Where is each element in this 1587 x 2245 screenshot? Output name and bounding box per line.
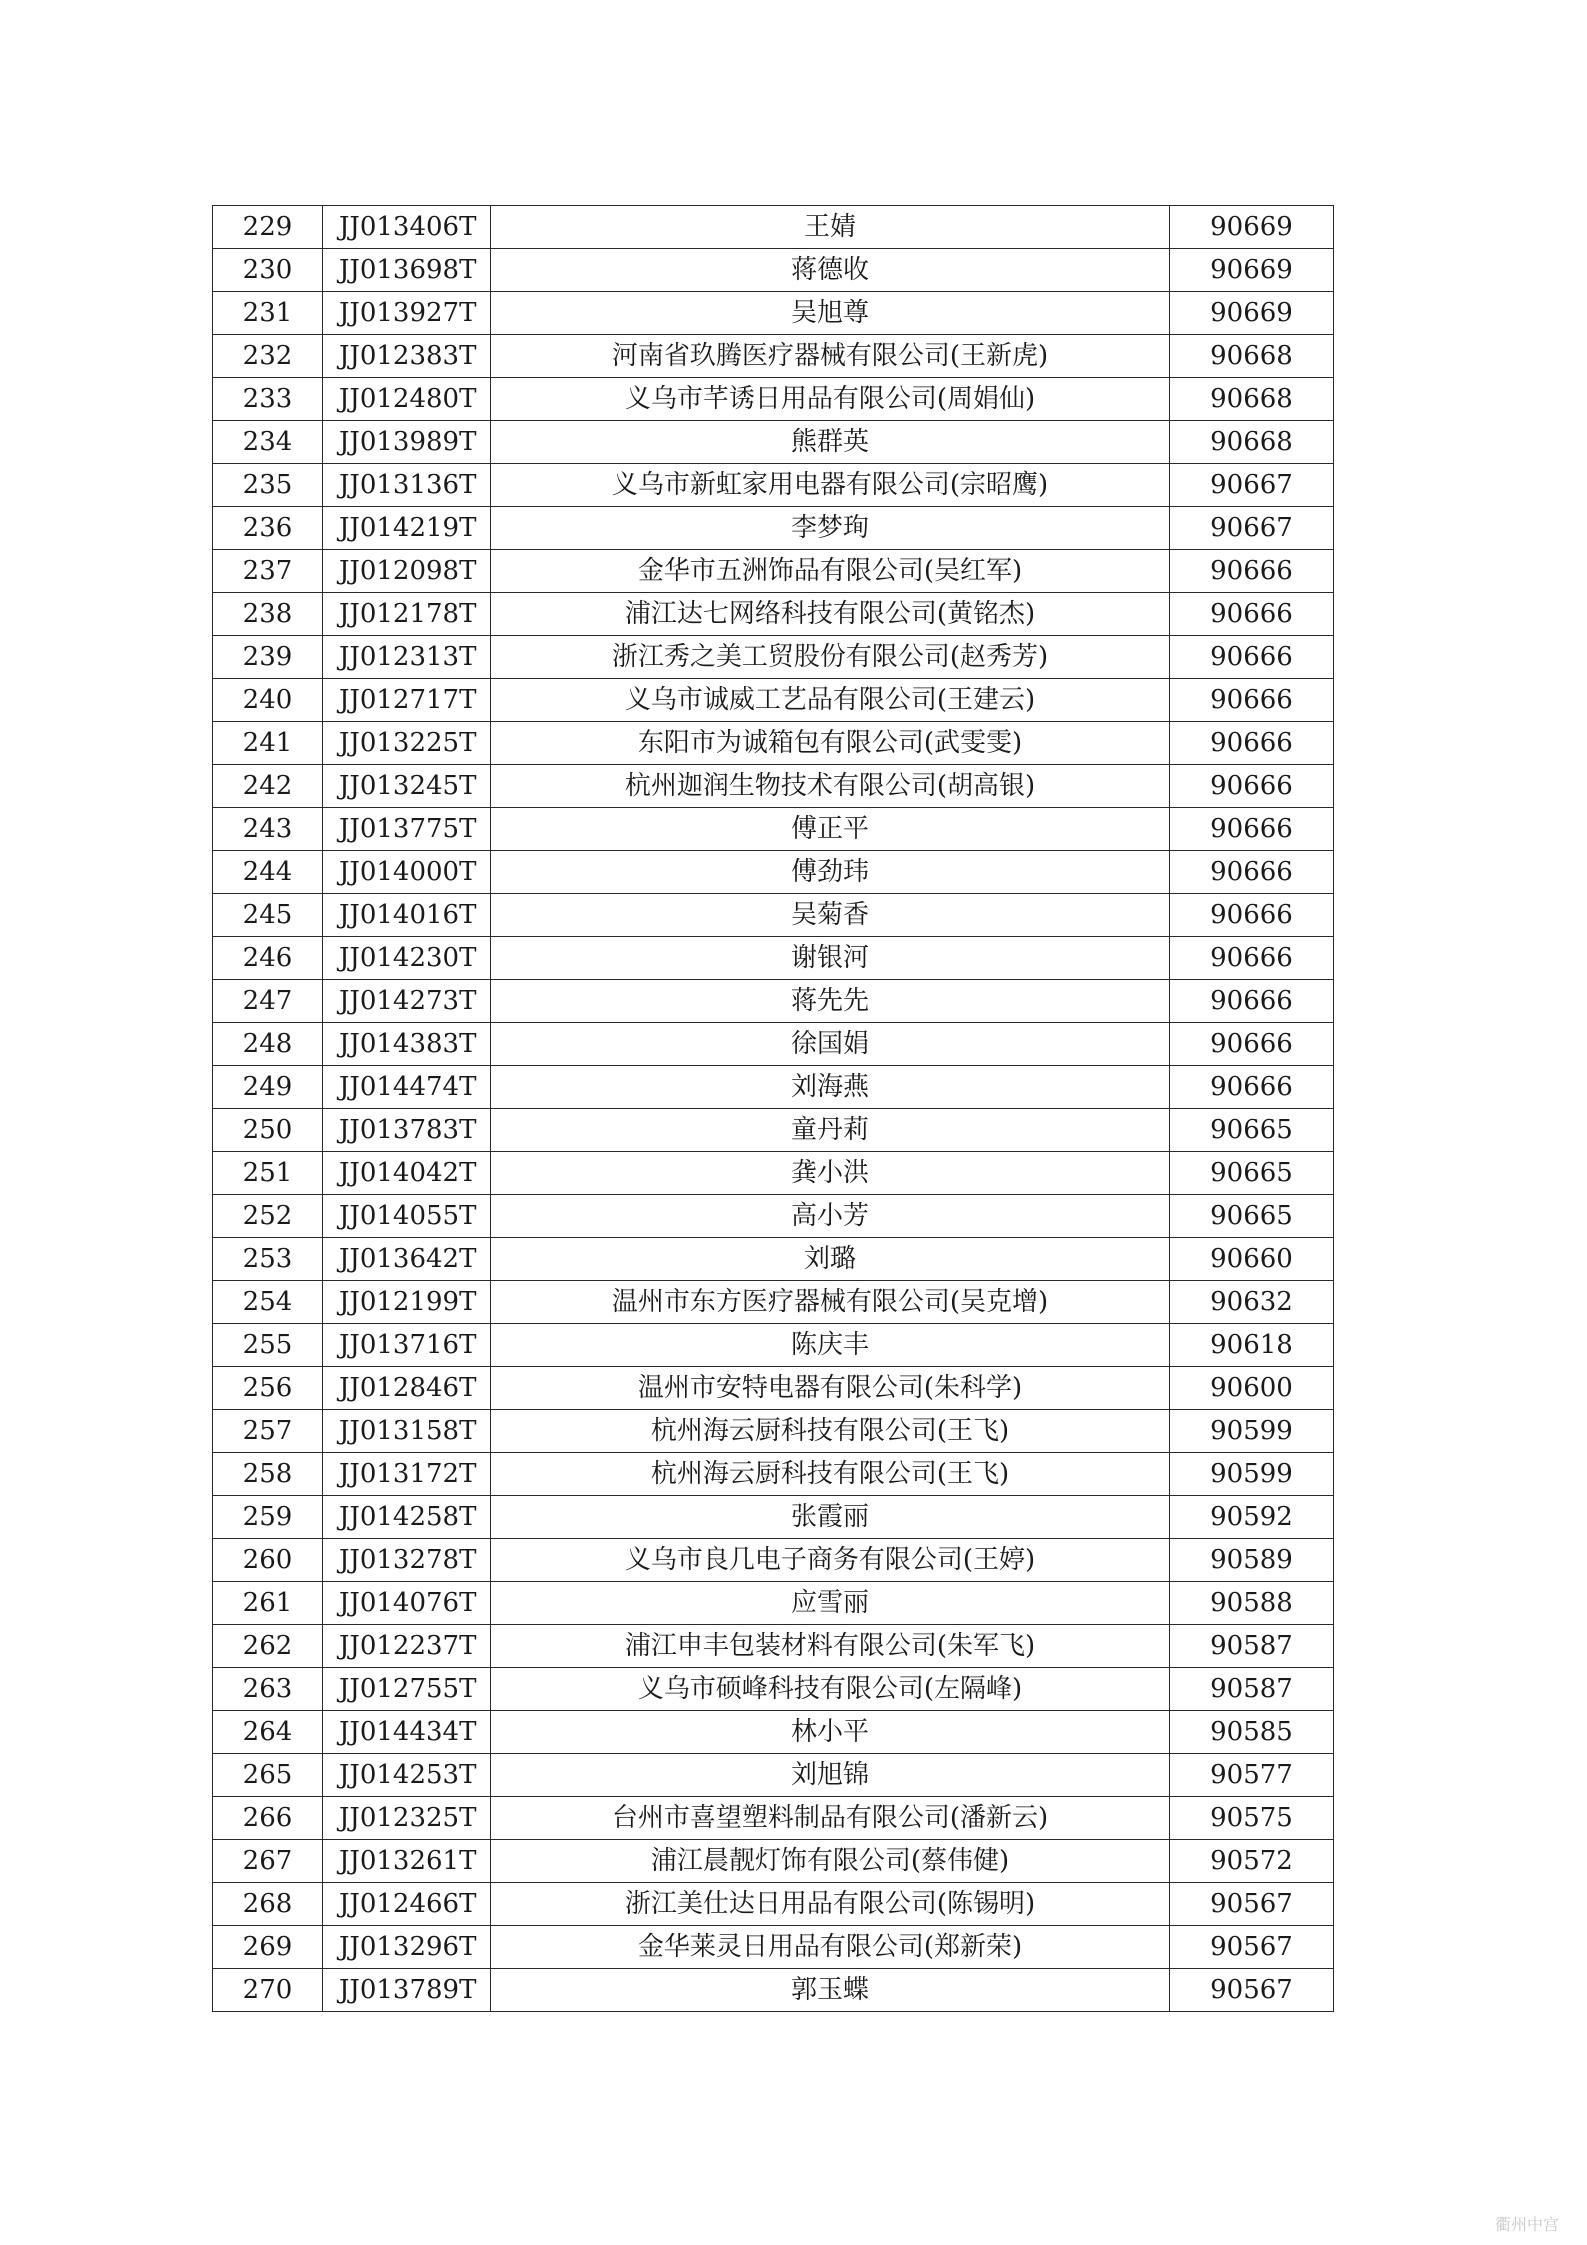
table-row [213,1410,1334,1453]
code-cell: JJ014016T [323,894,491,937]
table-row [213,593,1334,636]
code-cell: JJ012480T [323,378,491,421]
row-number-cell: 250 [213,1109,323,1152]
table-row [213,1496,1334,1539]
code-cell: JJ013296T [323,1926,491,1969]
row-number-cell: 244 [213,851,323,894]
row-number-cell: 263 [213,1668,323,1711]
code-cell: JJ013172T [323,1453,491,1496]
name-cell: 应雪丽 [491,1582,1170,1625]
code-cell: JJ013927T [323,292,491,335]
code-cell: JJ012846T [323,1367,491,1410]
code-cell: JJ014434T [323,1711,491,1754]
score-cell: 90666 [1170,679,1334,722]
name-cell: 浦江达七网络科技有限公司(黄铭杰) [491,593,1170,636]
row-number-cell: 261 [213,1582,323,1625]
row-number-cell: 239 [213,636,323,679]
code-cell: JJ014076T [323,1582,491,1625]
name-cell: 傅正平 [491,808,1170,851]
row-number-cell: 255 [213,1324,323,1367]
table-row [213,1281,1334,1324]
score-cell: 90669 [1170,206,1334,249]
code-cell: JJ013775T [323,808,491,851]
score-cell: 90567 [1170,1969,1334,2012]
name-cell: 金华莱灵日用品有限公司(郑新荣) [491,1926,1170,1969]
row-number-cell: 229 [213,206,323,249]
name-cell: 龚小洪 [491,1152,1170,1195]
row-number-cell: 258 [213,1453,323,1496]
score-cell: 90666 [1170,550,1334,593]
row-number-cell: 232 [213,335,323,378]
score-cell: 90618 [1170,1324,1334,1367]
score-cell: 90668 [1170,378,1334,421]
table-row [213,335,1334,378]
table-row [213,507,1334,550]
table-row [213,980,1334,1023]
code-cell: JJ012466T [323,1883,491,1926]
name-cell: 刘旭锦 [491,1754,1170,1797]
row-number-cell: 252 [213,1195,323,1238]
table-row [213,722,1334,765]
name-cell: 义乌市硕峰科技有限公司(左隔峰) [491,1668,1170,1711]
code-cell: JJ013698T [323,249,491,292]
score-cell: 90667 [1170,464,1334,507]
score-cell: 90600 [1170,1367,1334,1410]
score-cell: 90669 [1170,249,1334,292]
code-cell: JJ012717T [323,679,491,722]
score-cell: 90665 [1170,1152,1334,1195]
score-cell: 90666 [1170,722,1334,765]
score-cell: 90567 [1170,1926,1334,1969]
table-row [213,1883,1334,1926]
name-cell: 杭州海云厨科技有限公司(王飞) [491,1410,1170,1453]
name-cell: 浙江美仕达日用品有限公司(陈锡明) [491,1883,1170,1926]
score-cell: 90668 [1170,335,1334,378]
code-cell: JJ014258T [323,1496,491,1539]
table-row [213,421,1334,464]
code-cell: JJ013261T [323,1840,491,1883]
score-cell: 90587 [1170,1668,1334,1711]
row-number-cell: 235 [213,464,323,507]
table-row [213,636,1334,679]
score-cell: 90666 [1170,1066,1334,1109]
row-number-cell: 269 [213,1926,323,1969]
row-number-cell: 264 [213,1711,323,1754]
code-cell: JJ013783T [323,1109,491,1152]
table-row [213,1453,1334,1496]
row-number-cell: 248 [213,1023,323,1066]
table-row [213,1754,1334,1797]
table-row [213,1023,1334,1066]
row-number-cell: 237 [213,550,323,593]
table-row [213,292,1334,335]
row-number-cell: 270 [213,1969,323,2012]
code-cell: JJ013989T [323,421,491,464]
code-cell: JJ014000T [323,851,491,894]
table-row [213,1066,1334,1109]
code-cell: JJ014474T [323,1066,491,1109]
row-number-cell: 233 [213,378,323,421]
table-row [213,206,1334,249]
score-cell: 90667 [1170,507,1334,550]
code-cell: JJ014055T [323,1195,491,1238]
row-number-cell: 267 [213,1840,323,1883]
table-row [213,1668,1334,1711]
score-cell: 90572 [1170,1840,1334,1883]
row-number-cell: 247 [213,980,323,1023]
score-cell: 90666 [1170,851,1334,894]
table-row [213,1324,1334,1367]
row-number-cell: 238 [213,593,323,636]
code-cell: JJ013789T [323,1969,491,2012]
name-cell: 杭州迦润生物技术有限公司(胡高银) [491,765,1170,808]
code-cell: JJ012325T [323,1797,491,1840]
code-cell: JJ012237T [323,1625,491,1668]
row-number-cell: 253 [213,1238,323,1281]
name-cell: 蒋德收 [491,249,1170,292]
ranking-table [212,205,1334,2012]
name-cell: 温州市东方医疗器械有限公司(吴克增) [491,1281,1170,1324]
name-cell: 河南省玖腾医疗器械有限公司(王新虎) [491,335,1170,378]
score-cell: 90666 [1170,894,1334,937]
score-cell: 90665 [1170,1109,1334,1152]
code-cell: JJ012098T [323,550,491,593]
row-number-cell: 242 [213,765,323,808]
row-number-cell: 249 [213,1066,323,1109]
code-cell: JJ014383T [323,1023,491,1066]
table-row [213,1926,1334,1969]
score-cell: 90599 [1170,1410,1334,1453]
table-row [213,1969,1334,2012]
code-cell: JJ013278T [323,1539,491,1582]
score-cell: 90589 [1170,1539,1334,1582]
name-cell: 刘海燕 [491,1066,1170,1109]
code-cell: JJ014219T [323,507,491,550]
code-cell: JJ014042T [323,1152,491,1195]
row-number-cell: 265 [213,1754,323,1797]
name-cell: 陈庆丰 [491,1324,1170,1367]
score-cell: 90666 [1170,937,1334,980]
name-cell: 高小芳 [491,1195,1170,1238]
code-cell: JJ012313T [323,636,491,679]
table-row [213,249,1334,292]
code-cell: JJ012178T [323,593,491,636]
table-row [213,1797,1334,1840]
row-number-cell: 234 [213,421,323,464]
score-cell: 90599 [1170,1453,1334,1496]
watermark-logo: 衢州中宫 [1494,2215,1559,2234]
code-cell: JJ013158T [323,1410,491,1453]
row-number-cell: 262 [213,1625,323,1668]
row-number-cell: 256 [213,1367,323,1410]
score-cell: 90666 [1170,980,1334,1023]
table-body [213,206,1334,2012]
table-row [213,1109,1334,1152]
row-number-cell: 251 [213,1152,323,1195]
score-cell: 90575 [1170,1797,1334,1840]
name-cell: 吴旭尊 [491,292,1170,335]
name-cell: 义乌市芊诱日用品有限公司(周娟仙) [491,378,1170,421]
row-number-cell: 266 [213,1797,323,1840]
table-row [213,894,1334,937]
score-cell: 90588 [1170,1582,1334,1625]
score-cell: 90666 [1170,765,1334,808]
code-cell: JJ012383T [323,335,491,378]
name-cell: 台州市喜望塑料制品有限公司(潘新云) [491,1797,1170,1840]
row-number-cell: 243 [213,808,323,851]
name-cell: 童丹莉 [491,1109,1170,1152]
name-cell: 浙江秀之美工贸股份有限公司(赵秀芳) [491,636,1170,679]
code-cell: JJ013716T [323,1324,491,1367]
score-cell: 90668 [1170,421,1334,464]
name-cell: 浦江晨靓灯饰有限公司(蔡伟健) [491,1840,1170,1883]
table-row [213,464,1334,507]
row-number-cell: 245 [213,894,323,937]
table-row [213,1582,1334,1625]
name-cell: 义乌市良几电子商务有限公司(王婷) [491,1539,1170,1582]
row-number-cell: 240 [213,679,323,722]
name-cell: 杭州海云厨科技有限公司(王飞) [491,1453,1170,1496]
score-cell: 90665 [1170,1195,1334,1238]
score-cell: 90592 [1170,1496,1334,1539]
table-row [213,1238,1334,1281]
name-cell: 徐国娟 [491,1023,1170,1066]
name-cell: 东阳市为诚箱包有限公司(武雯雯) [491,722,1170,765]
table-row [213,808,1334,851]
row-number-cell: 246 [213,937,323,980]
row-number-cell: 231 [213,292,323,335]
row-number-cell: 236 [213,507,323,550]
table-row [213,1625,1334,1668]
name-cell: 蒋先先 [491,980,1170,1023]
code-cell: JJ014273T [323,980,491,1023]
table-row [213,550,1334,593]
score-cell: 90577 [1170,1754,1334,1797]
table-row [213,1539,1334,1582]
name-cell: 浦江申丰包装材料有限公司(朱军飞) [491,1625,1170,1668]
score-cell: 90587 [1170,1625,1334,1668]
code-cell: JJ013225T [323,722,491,765]
name-cell: 温州市安特电器有限公司(朱科学) [491,1367,1170,1410]
row-number-cell: 260 [213,1539,323,1582]
score-cell: 90666 [1170,1023,1334,1066]
row-number-cell: 257 [213,1410,323,1453]
row-number-cell: 230 [213,249,323,292]
row-number-cell: 259 [213,1496,323,1539]
name-cell: 林小平 [491,1711,1170,1754]
name-cell: 义乌市新虹家用电器有限公司(宗昭鹰) [491,464,1170,507]
name-cell: 吴菊香 [491,894,1170,937]
table-row [213,1840,1334,1883]
name-cell: 王婧 [491,206,1170,249]
score-cell: 90585 [1170,1711,1334,1754]
name-cell: 谢银河 [491,937,1170,980]
score-cell: 90666 [1170,636,1334,679]
name-cell: 刘璐 [491,1238,1170,1281]
code-cell: JJ014230T [323,937,491,980]
row-number-cell: 241 [213,722,323,765]
name-cell: 傅劲玮 [491,851,1170,894]
table-row [213,378,1334,421]
table-row [213,1367,1334,1410]
score-cell: 90669 [1170,292,1334,335]
name-cell: 金华市五洲饰品有限公司(吴红军) [491,550,1170,593]
name-cell: 义乌市诚威工艺品有限公司(王建云) [491,679,1170,722]
score-cell: 90567 [1170,1883,1334,1926]
table-row [213,1195,1334,1238]
score-cell: 90660 [1170,1238,1334,1281]
score-cell: 90666 [1170,593,1334,636]
name-cell: 熊群英 [491,421,1170,464]
name-cell: 张霞丽 [491,1496,1170,1539]
score-cell: 90666 [1170,808,1334,851]
code-cell: JJ013245T [323,765,491,808]
code-cell: JJ012755T [323,1668,491,1711]
table-row [213,937,1334,980]
table-row [213,679,1334,722]
table-row [213,765,1334,808]
row-number-cell: 268 [213,1883,323,1926]
code-cell: JJ013642T [323,1238,491,1281]
code-cell: JJ014253T [323,1754,491,1797]
table-row [213,851,1334,894]
table-row [213,1152,1334,1195]
name-cell: 郭玉蝶 [491,1969,1170,2012]
code-cell: JJ013406T [323,206,491,249]
score-cell: 90632 [1170,1281,1334,1324]
table-row [213,1711,1334,1754]
code-cell: JJ013136T [323,464,491,507]
row-number-cell: 254 [213,1281,323,1324]
name-cell: 李梦珣 [491,507,1170,550]
code-cell: JJ012199T [323,1281,491,1324]
